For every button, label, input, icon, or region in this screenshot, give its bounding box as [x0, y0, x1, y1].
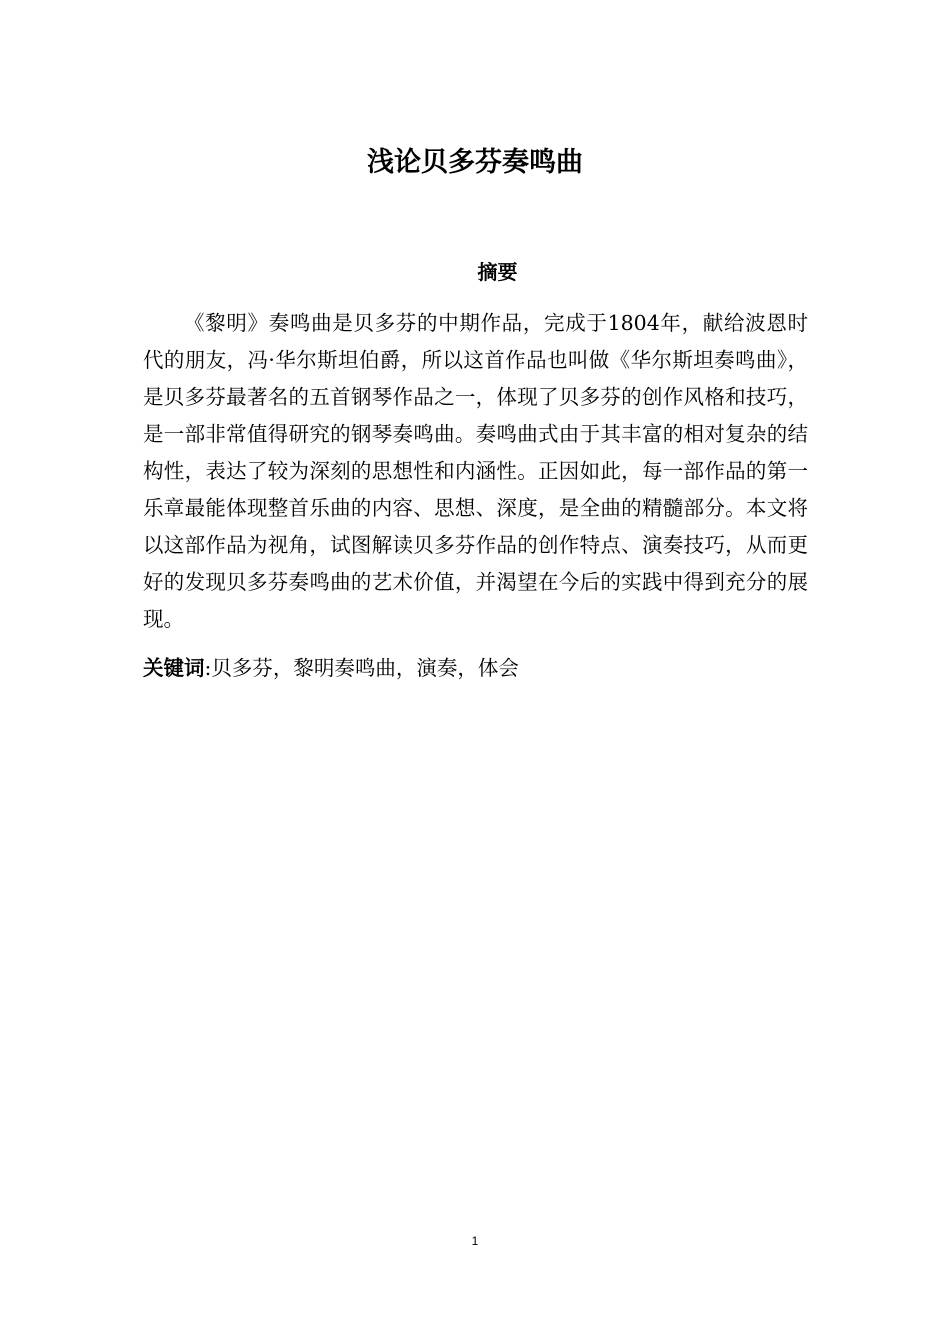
keywords-separator: : — [204, 656, 212, 680]
document-title: 浅论贝多芬奏鸣曲 — [367, 147, 583, 178]
keywords-value: 贝多芬，黎明奏鸣曲，演奏，体会 — [211, 656, 519, 680]
abstract-body: 《黎明》奏鸣曲是贝多芬的中期作品，完成于1804年，献给波恩时代的朋友，冯·华尔斯坦伯爵，所以这首作品也叫做《华尔斯坦奏鸣曲》，是贝多芬最著名的五首钢琴作品之一，体现了贝多芬的创作风格和技巧，是一部非常值得研究的钢琴奏鸣曲。奏鸣曲式由于其丰富的相对复杂的结构性，表达了较为深刻的思想性和内涵性。正因如此，每一部作品的第一乐章最能体现整首乐曲的内容、思想、深度，是全曲的精髓部分。本文将以这部作品为视角，试图解读贝多芬作品的创作特点、演奏技巧，从而更好的发现贝多芬奏鸣曲的艺术价值，并渴望在今后的实践中得到充分的展现。 — [143, 311, 808, 631]
keywords-line — [143, 653, 808, 683]
page-number: 1 — [471, 1234, 479, 1248]
abstract-heading: 摘要 — [477, 260, 518, 284]
keywords-label: 关键词 — [143, 656, 205, 680]
